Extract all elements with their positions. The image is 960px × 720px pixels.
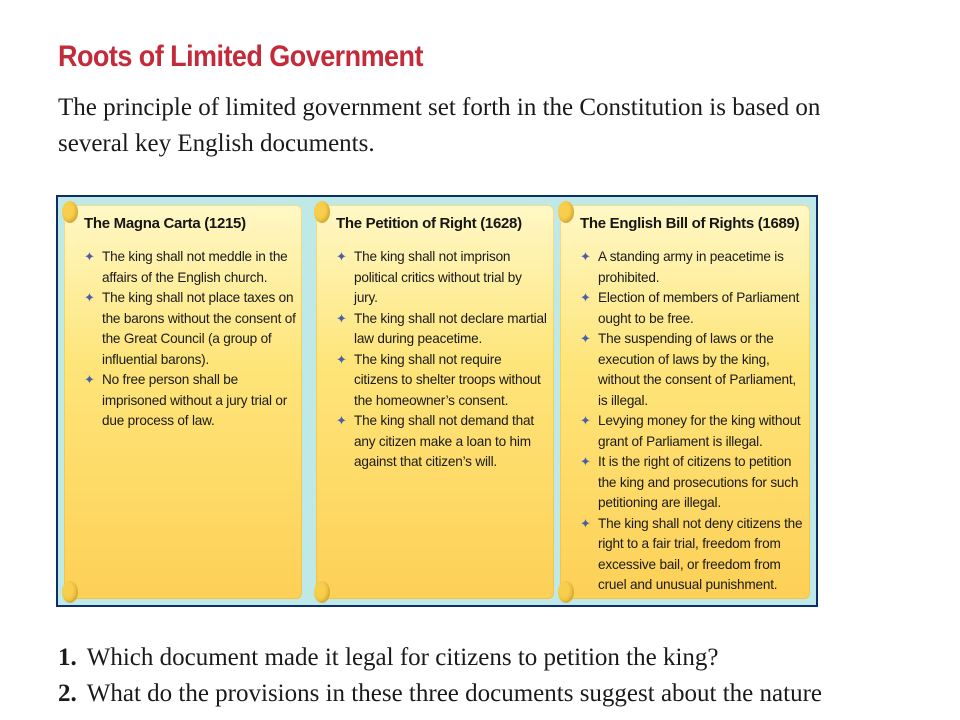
provision-text: Election of members of Parliament ought to be free. <box>598 290 800 326</box>
provision-text: No free person shall be imprisoned without a jury trial or due process of law. <box>102 372 288 428</box>
provision-list <box>336 247 548 473</box>
scroll-curl-icon <box>314 581 330 603</box>
provision-item <box>580 411 804 452</box>
provision-item <box>84 370 296 432</box>
question-list <box>58 640 822 712</box>
documents-panel <box>56 195 818 607</box>
four-point-star-icon: ✦ <box>336 249 347 264</box>
four-point-star-icon: ✦ <box>336 351 347 367</box>
provision-text: The king shall not meddle in the affairs of the English church. <box>102 249 288 285</box>
four-point-star-icon: ✦ <box>580 515 591 531</box>
four-point-star-icon: ✦ <box>580 290 591 305</box>
question-2 <box>58 676 822 712</box>
provision-text: The king shall not deny citizens the right to a fair trial, freedom from excessive bail, or freedom from cruel and unusual punishment. <box>598 515 803 592</box>
four-point-star-icon: ✦ <box>580 454 591 469</box>
four-point-star-icon: ✦ <box>84 249 95 264</box>
scroll-curl-icon <box>558 201 574 223</box>
provision-text: The king shall not demand that any citizen make a loan to him against that citizen’s will. <box>354 413 534 469</box>
provision-list <box>84 247 296 432</box>
provision-list <box>580 247 804 596</box>
scroll-curl-icon <box>558 581 574 603</box>
provision-text: Levying money for the king without grant of Parliament is illegal. <box>598 413 801 449</box>
question-text: What do the provisions in these three documents suggest about the nature <box>86 680 822 707</box>
provision-item <box>580 247 804 288</box>
provision-text: It is the right of citizens to petition the king and prosecutions for such petitioning are illegal. <box>598 454 799 510</box>
provision-item <box>580 329 804 411</box>
document-title: The Magna Carta (1215) <box>84 215 246 232</box>
provision-text: The king shall not imprison political critics without trial by jury. <box>354 249 522 305</box>
provision-item <box>336 411 548 473</box>
provision-item <box>84 247 296 288</box>
scroll-curl-icon <box>62 581 78 603</box>
scroll-curl-icon <box>62 201 78 223</box>
four-point-star-icon: ✦ <box>84 290 95 305</box>
question-number: 2. <box>58 680 77 707</box>
provision-item <box>580 514 804 596</box>
petition-of-right-scroll <box>316 205 554 599</box>
intro-paragraph: The principle of limited government set forth in the Constitution is based on several key English documents. <box>58 94 821 157</box>
document-title: The Petition of Right (1628) <box>336 215 522 232</box>
four-point-star-icon: ✦ <box>580 249 591 264</box>
four-point-star-icon: ✦ <box>336 310 347 326</box>
provision-item <box>336 350 548 412</box>
provision-text: A standing army in peacetime is prohibited. <box>598 249 784 285</box>
question-1 <box>58 640 822 676</box>
provision-item <box>580 288 804 329</box>
page-title: Roots of Limited Government <box>58 40 423 73</box>
four-point-star-icon: ✦ <box>580 331 591 346</box>
document-title: The English Bill of Rights (1689) <box>580 215 800 232</box>
magna-carta-scroll <box>64 205 302 599</box>
provision-item <box>336 247 548 309</box>
english-bill-of-rights-scroll <box>560 205 810 599</box>
provision-item <box>580 452 804 514</box>
four-point-star-icon: ✦ <box>84 372 95 387</box>
provision-item <box>336 309 548 350</box>
four-point-star-icon: ✦ <box>336 413 347 428</box>
provision-text: The king shall not require citizens to shelter troops without the homeowner’s consent. <box>354 351 541 408</box>
provision-text: The suspending of laws or the execution of laws by the king, without the consent of Parliament, is illegal. <box>598 331 796 408</box>
provision-text: The king shall not declare martial law during peacetime. <box>354 310 547 346</box>
scroll-curl-icon <box>314 201 330 223</box>
question-number: 1. <box>58 644 77 671</box>
question-text: Which document made it legal for citizens to petition the king? <box>86 644 719 671</box>
provision-text: The king shall not place taxes on the barons without the consent of the Great Council (a group of influential barons). <box>102 290 296 367</box>
four-point-star-icon: ✦ <box>580 413 591 428</box>
provision-item <box>84 288 296 370</box>
